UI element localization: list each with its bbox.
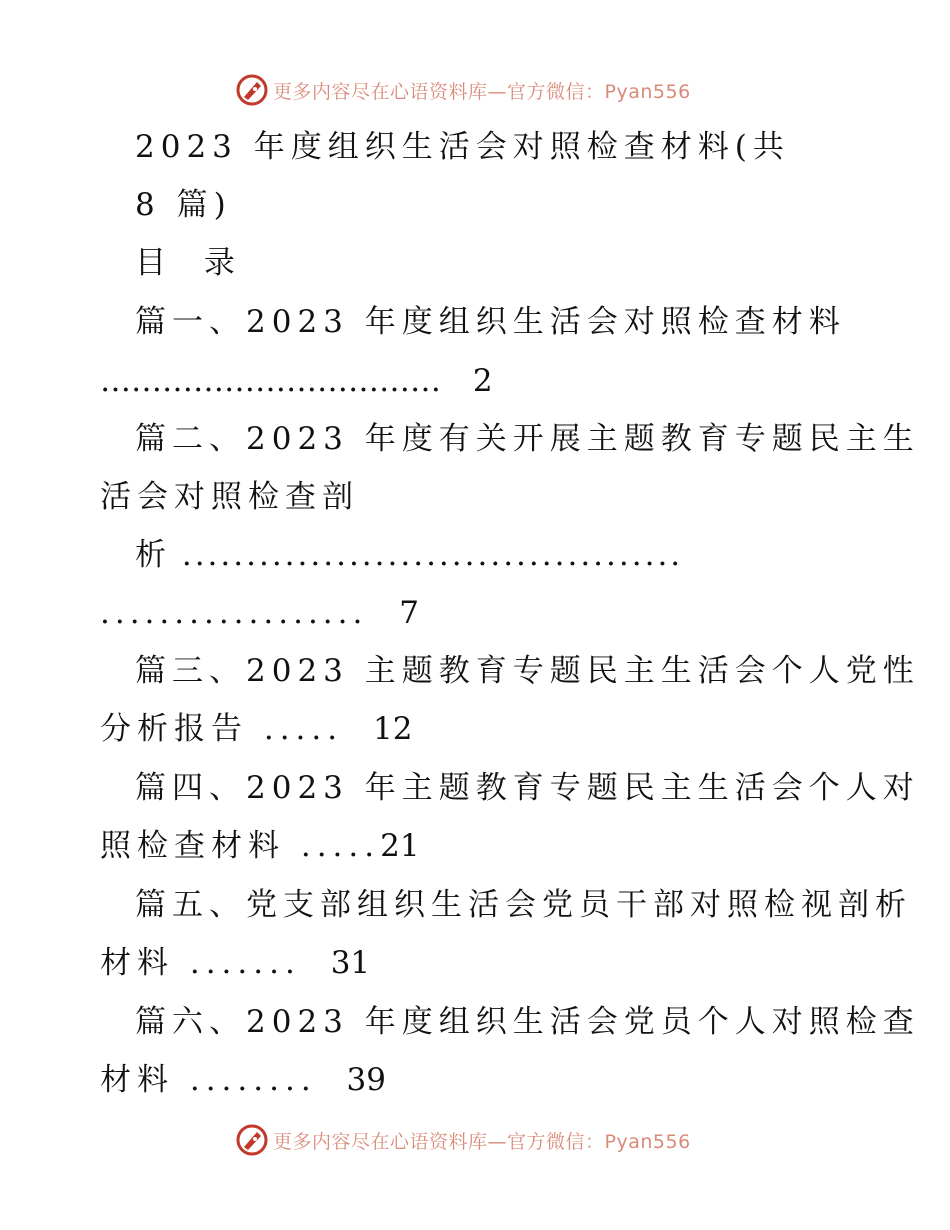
- watermark-text: 更多内容尽在心语资料库—官方微信：Pyan556: [273, 1130, 691, 1153]
- toc-item-2-title: 篇二、2023 年度有关开展主题教育专题民主生: [135, 421, 920, 457]
- toc-page-number: 31: [330, 945, 371, 981]
- pen-nib-logo-icon: [235, 73, 269, 107]
- toc-item-3-title: 篇三、2023 主题教育专题民主生活会个人党性: [135, 653, 920, 689]
- toc-item-2-title-cont: 活会对照检查剖: [100, 479, 359, 515]
- toc-item-1-leader-row: [100, 363, 493, 399]
- toc-item-1-title: 篇一、2023 年度组织生活会对照检查材料: [135, 304, 846, 340]
- toc-item-6-title: 篇六、2023 年度组织生活会党员个人对照检查: [135, 1004, 920, 1040]
- toc-leader-dots: ……………………………: [100, 363, 441, 399]
- toc-page-number: 2: [472, 363, 493, 399]
- toc-item-4-title-cont: [100, 828, 420, 864]
- toc-page-number: 12: [372, 711, 413, 747]
- header-watermark: [235, 72, 691, 108]
- toc-item-4-title: 篇四、2023 年主题教育专题民主生活会个人对: [135, 770, 920, 806]
- document-title-line-2: 8 篇): [135, 187, 232, 223]
- toc-item-5-title: 篇五、党支部组织生活会党员干部对照检视剖析: [135, 887, 912, 923]
- toc-item-6-title-cont: [100, 1062, 386, 1098]
- toc-page-number: 21: [380, 828, 420, 864]
- toc-item-5-title-cont: [100, 945, 371, 981]
- toc-item-3-title-cont: [100, 711, 413, 747]
- toc-item-3-text: 分析报告 .....: [100, 711, 344, 747]
- document-title-line-1: 2023 年度组织生活会对照检查材料(共: [135, 129, 790, 165]
- footer-watermark: [235, 1122, 691, 1158]
- toc-item-4-text: 照检查材料 .....: [100, 828, 381, 864]
- toc-item-5-text: 材料 .......: [100, 945, 301, 981]
- toc-item-2-title-end: 析 .......................................: [135, 537, 684, 573]
- pen-nib-logo-icon: [235, 1123, 269, 1157]
- toc-page-number: 7: [399, 595, 419, 631]
- watermark-text: 更多内容尽在心语资料库—官方微信：Pyan556: [273, 80, 691, 103]
- toc-leader-dots: ..................: [100, 595, 368, 631]
- toc-item-6-text: 材料 ........: [100, 1062, 317, 1098]
- toc-page-number: 39: [346, 1062, 386, 1098]
- toc-heading: 目 录: [135, 245, 249, 281]
- toc-item-2-leader-row: [100, 595, 419, 631]
